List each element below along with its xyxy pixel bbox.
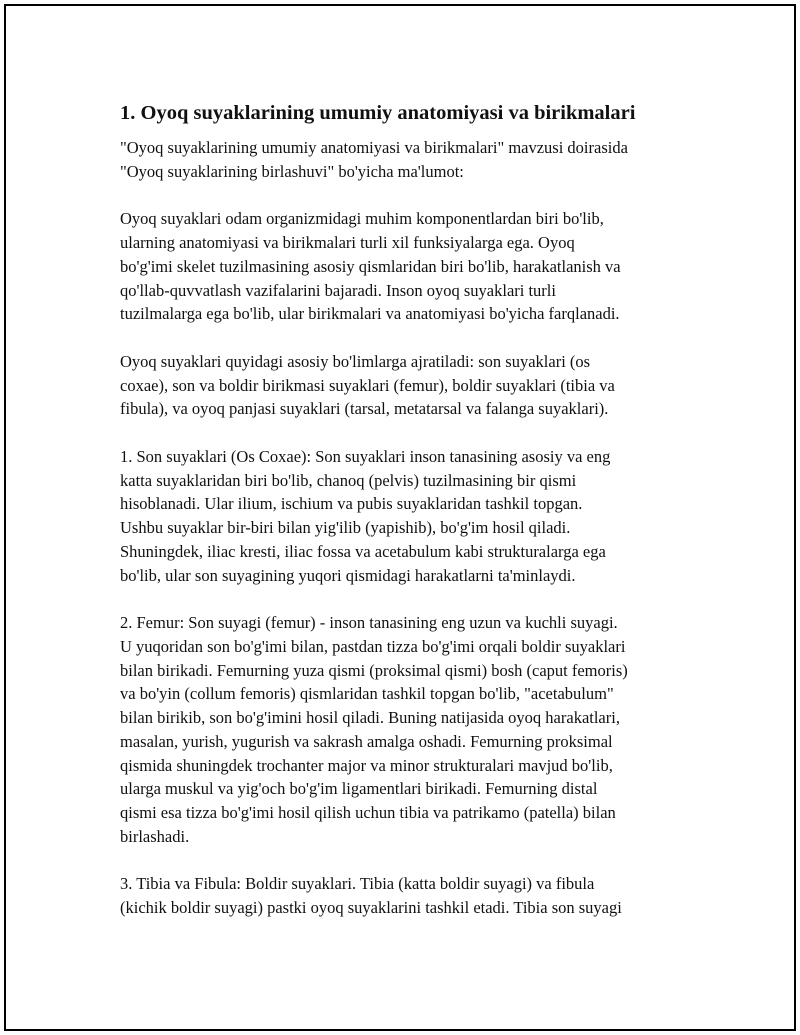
text-line: tuzilmalarga ega bo'lib, ular birikmalari va anatomiyasi bo'yicha farqlanadi. — [120, 304, 620, 324]
text-line: ularning anatomiyasi va birikmalari turli xil funksiyalarga ega. Oyoq — [120, 233, 575, 252]
text-line: "Oyoq suyaklarining umumiy anatomiyasi va birikmalari" mavzusi doirasida — [120, 138, 628, 157]
text-line: ularga muskul va yig'och bo'g'im ligamentlari birikadi. Femurning distal — [120, 779, 598, 799]
text-line: bilan birikib, son bo'g'imini hosil qiladi. Buning natijasida oyoq harakatlari, — [120, 708, 620, 727]
page-frame — [4, 4, 796, 1031]
paragraph — [120, 445, 700, 588]
paragraph — [120, 350, 700, 421]
text-line: Shuningdek, iliac kresti, iliac fossa va acetabulum kabi strukturalarga ega — [120, 541, 606, 561]
page-title: 1. Oyoq suyaklarining umumiy anatomiyasi va birikmalari — [120, 102, 636, 124]
text-line: 2. Femur: Son suyagi (femur) - inson tanasining eng uzun va kuchli suyagi. — [120, 613, 618, 632]
text-line: qismida shuningdek trochanter major va minor strukturalari mavjud bo'lib, — [120, 755, 613, 775]
text-line: va bo'yin (collum femoris) qismlaridan tashkil topgan bo'lib, "acetabulum" — [120, 684, 614, 704]
paragraph-list — [120, 136, 700, 920]
document-body — [120, 100, 700, 944]
text-line: U yuqoridan son bo'g'imi bilan, pastdan tizza bo'g'imi orqali boldir suyaklari — [120, 636, 626, 656]
paragraph — [120, 207, 700, 326]
text-line: Ushbu suyaklar bir-biri bilan yig'ilib (yapishib), bo'g'im hosil qiladi. — [120, 518, 571, 537]
text-line: 1. Son suyaklari (Os Coxae): Son suyaklari inson tanasining asosiy va eng — [120, 446, 611, 466]
text-line: katta suyaklaridan biri bo'lib, chanoq (pelvis) tuzilmasining bir qismi — [120, 470, 577, 490]
text-line: 3. Tibia va Fibula: Boldir suyaklari. Tibia (katta boldir suyagi) va fibula — [120, 874, 595, 894]
paragraph — [120, 136, 700, 184]
text-line: hisoblanadi. Ular ilium, ischium va pubis suyaklaridan tashkil topgan. — [120, 494, 583, 514]
text-line: coxae), son va boldir birikmasi suyaklari (femur), boldir suyaklari (tibia va — [120, 375, 615, 395]
text-line: birlashadi. — [120, 826, 190, 846]
text-line: masalan, yurish, yugurish va sakrash amalga oshadi. Femurning proksimal — [120, 731, 613, 751]
text-line: Oyoq suyaklari quyidagi asosiy bo'limlarga ajratiladi: son suyaklari (os — [120, 351, 591, 371]
text-line: (kichik boldir suyagi) pastki oyoq suyaklarini tashkil etadi. Tibia son suyagi — [120, 898, 622, 917]
text-line: fibula), va oyoq panjasi suyaklari (tarsal, metatarsal va falanga suyaklari). — [120, 399, 609, 419]
paragraph — [120, 872, 700, 920]
text-line: Oyoq suyaklari odam organizmidagi muhim komponentlardan biri bo'lib, — [120, 209, 604, 229]
text-line: bo'lib, ular son suyagining yuqori qismidagi harakatlarni ta'minlaydi. — [120, 565, 576, 585]
text-line: qismi esa tizza bo'g'imi hosil qilish uchun tibia va patrikamo (patella) bilan — [120, 803, 616, 822]
text-line: "Oyoq suyaklarining birlashuvi" bo'yicha ma'lumot: — [120, 161, 464, 181]
text-line: bilan birikadi. Femurning yuza qismi (proksimal qismi) bosh (caput femoris) — [120, 660, 628, 680]
text-line: bo'g'imi skelet tuzilmasining asosiy qismlaridan biri bo'lib, harakatlanish va — [120, 256, 621, 276]
text-line: qo'llab-quvvatlash vazifalarini bajaradi. Inson oyoq suyaklari turli — [120, 280, 556, 300]
paragraph — [120, 611, 700, 849]
